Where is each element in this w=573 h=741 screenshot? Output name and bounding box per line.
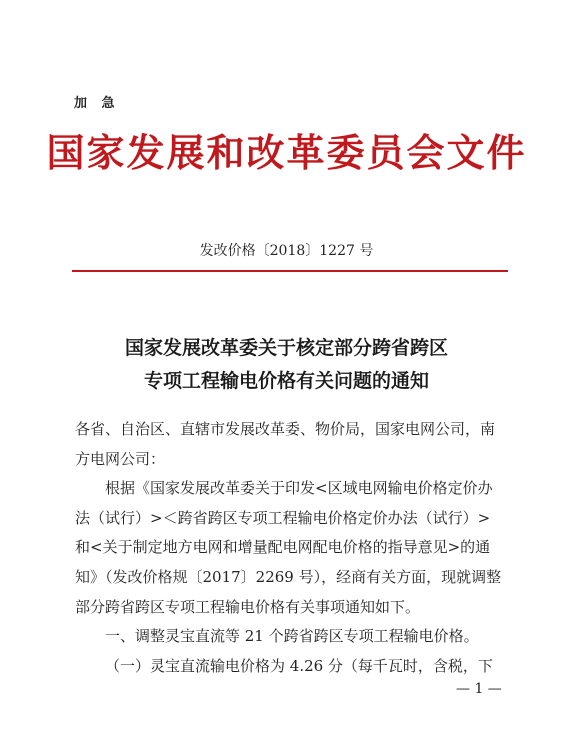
document-title [0, 332, 573, 398]
title-line-2: 专项工程输电价格有关问题的通知 [143, 370, 429, 392]
body-paragraph-1: 根据《国家发展改革委关于印发<区域电网输电价格定价办法（试行）>＜跨省跨区专项工程输电价格定价办法（试行）>和<关于制定地方电网和增量配电网配电价格的指导意见>的通知》（发改价格规〔2017〕2269 号），经商有关方面，现就调整部分跨省跨区专项工程输电价格有关事项通知如下。 [75, 479, 502, 616]
red-divider-line [72, 270, 508, 272]
document-number: 发改价格〔2018〕1227 号 [199, 243, 374, 259]
body-paragraph-3: （一）灵宝直流输电价格为 4.26 分（每千瓦时，含税，下 [105, 656, 493, 675]
body-paragraph-2: 一、调整灵宝直流等 21 个跨省跨区专项工程输电价格。 [105, 627, 479, 646]
document-body [75, 415, 505, 681]
title-line-1: 国家发展改革委关于核定部分跨省跨区 [124, 337, 448, 359]
addressee: 各省、自治区、直辖市发展改革委、物价局，国家电网公司，南方电网公司： [75, 420, 496, 468]
issuer-header: 国家发展和改革委员会文件 [46, 130, 527, 175]
urgency-label: 加 急 [74, 96, 120, 111]
page-number: — 1 — [456, 681, 502, 697]
